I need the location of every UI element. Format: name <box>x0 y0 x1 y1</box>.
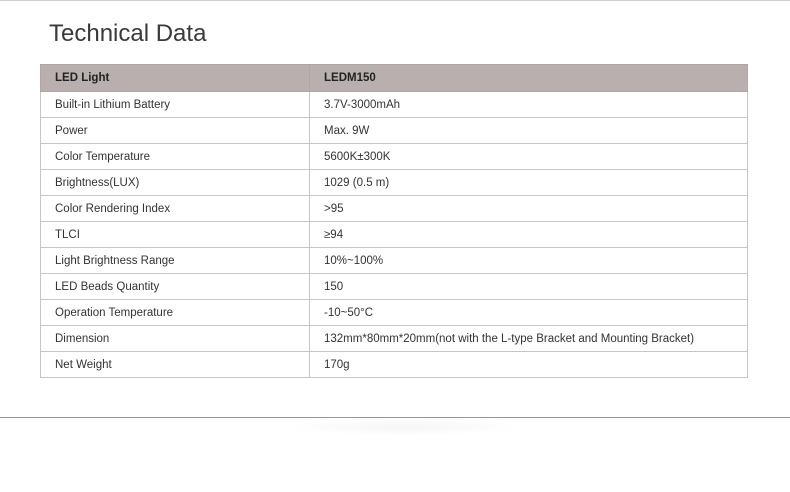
table-row <box>41 352 748 378</box>
spec-value: Max. 9W <box>310 118 748 144</box>
spec-label: Color Rendering Index <box>41 196 310 222</box>
divider-shadow <box>290 418 520 436</box>
top-divider <box>0 0 790 1</box>
table-row <box>41 170 748 196</box>
spec-value: ≥94 <box>310 222 748 248</box>
table-row <box>41 248 748 274</box>
spec-label: Power <box>41 118 310 144</box>
table-row <box>41 118 748 144</box>
spec-label: Brightness(LUX) <box>41 170 310 196</box>
spec-value: -10~50°C <box>310 300 748 326</box>
spec-label: Operation Temperature <box>41 300 310 326</box>
spec-label: Built-in Lithium Battery <box>41 92 310 118</box>
table-row <box>41 92 748 118</box>
page-title: Technical Data <box>49 20 207 47</box>
spec-label: LED Beads Quantity <box>41 274 310 300</box>
spec-label: Light Brightness Range <box>41 248 310 274</box>
spec-value: 3.7V-3000mAh <box>310 92 748 118</box>
table-row <box>41 326 748 352</box>
table-row <box>41 222 748 248</box>
spec-value: 5600K±300K <box>310 144 748 170</box>
spec-value: 150 <box>310 274 748 300</box>
spec-label: Dimension <box>41 326 310 352</box>
spec-table <box>40 64 748 378</box>
table-row <box>41 274 748 300</box>
spec-value: 170g <box>310 352 748 378</box>
table-row <box>41 144 748 170</box>
spec-label: TLCI <box>41 222 310 248</box>
spec-value: 1029 (0.5 m) <box>310 170 748 196</box>
spec-value: 132mm*80mm*20mm(not with the L-type Bracket and Mounting Bracket) <box>310 326 748 352</box>
header-cell-label: LED Light <box>41 65 310 92</box>
spec-value: 10%~100% <box>310 248 748 274</box>
table-row <box>41 300 748 326</box>
spec-label: Net Weight <box>41 352 310 378</box>
header-cell-model: LEDM150 <box>310 65 748 92</box>
spec-value: >95 <box>310 196 748 222</box>
table-row <box>41 196 748 222</box>
table-header-row <box>41 65 748 92</box>
spec-label: Color Temperature <box>41 144 310 170</box>
